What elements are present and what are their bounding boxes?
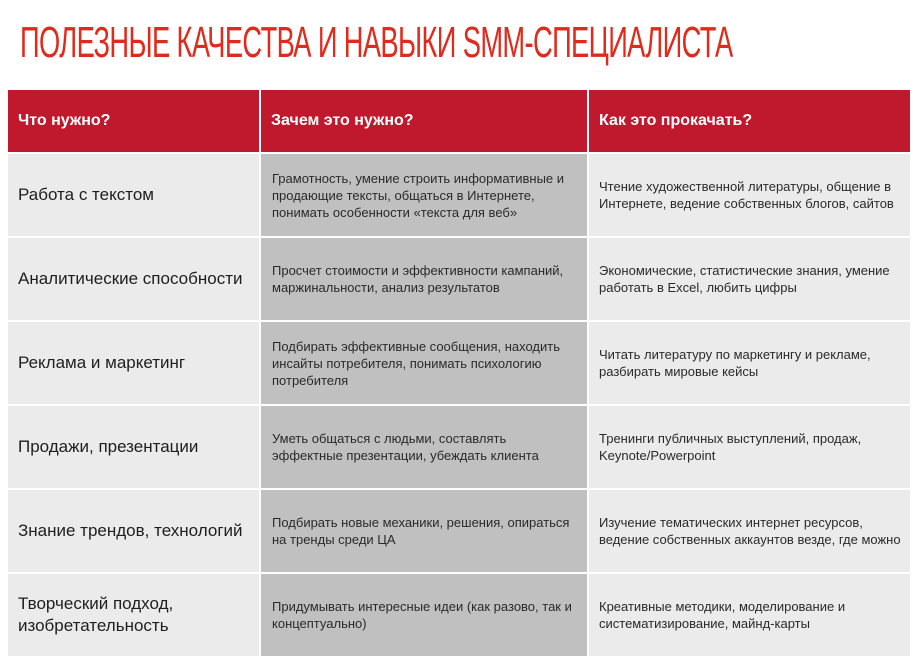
skill-cell: Работа с текстом xyxy=(8,154,259,236)
how-cell: Креативные методики, моделирование и систематизирование, майнд-карты xyxy=(589,574,910,656)
skill-cell: Реклама и маркетинг xyxy=(8,322,259,404)
why-cell: Уметь общаться с людьми, составлять эффектные презентации, убеждать клиента xyxy=(261,406,587,488)
skill-cell: Аналитические способности xyxy=(8,238,259,320)
skill-cell: Творческий подход, изобретательность xyxy=(8,574,259,656)
header-why: Зачем это нужно? xyxy=(261,90,587,152)
how-cell: Чтение художественной литературы, общение в Интернете, ведение собственных блогов, сайтов xyxy=(589,154,910,236)
why-cell: Подбирать эффективные сообщения, находить инсайты потребителя, понимать психологию потребителя xyxy=(261,322,587,404)
how-cell: Читать литературу по маркетингу и рекламе, разбирать мировые кейсы xyxy=(589,322,910,404)
how-cell: Изучение тематических интернет ресурсов, ведение собственных аккаунтов везде, где можно xyxy=(589,490,910,572)
header-what: Что нужно? xyxy=(8,90,259,152)
skill-cell: Продажи, презентации xyxy=(8,406,259,488)
why-cell: Подбирать новые механики, решения, опираться на тренды среди ЦА xyxy=(261,490,587,572)
how-cell: Тренинги публичных выступлений, продаж, Keynote/Powerpoint xyxy=(589,406,910,488)
skill-cell: Знание трендов, технологий xyxy=(8,490,259,572)
header-how: Как это прокачать? xyxy=(589,90,910,152)
why-cell: Придумывать интересные идеи (как разово, так и концептуально) xyxy=(261,574,587,656)
why-cell: Просчет стоимости и эффективности кампаний, маржинальности, анализ результатов xyxy=(261,238,587,320)
why-cell: Грамотность, умение строить информативные и продающие тексты, общаться в Интернете, понимать особенности «текста для веб» xyxy=(261,154,587,236)
how-cell: Экономические, статистические знания, умение работать в Excel, любить цифры xyxy=(589,238,910,320)
skills-table xyxy=(8,90,910,656)
page-title: ПОЛЕЗНЫЕ КАЧЕСТВА И НАВЫКИ SMM-СПЕЦИАЛИСТА xyxy=(20,18,733,67)
